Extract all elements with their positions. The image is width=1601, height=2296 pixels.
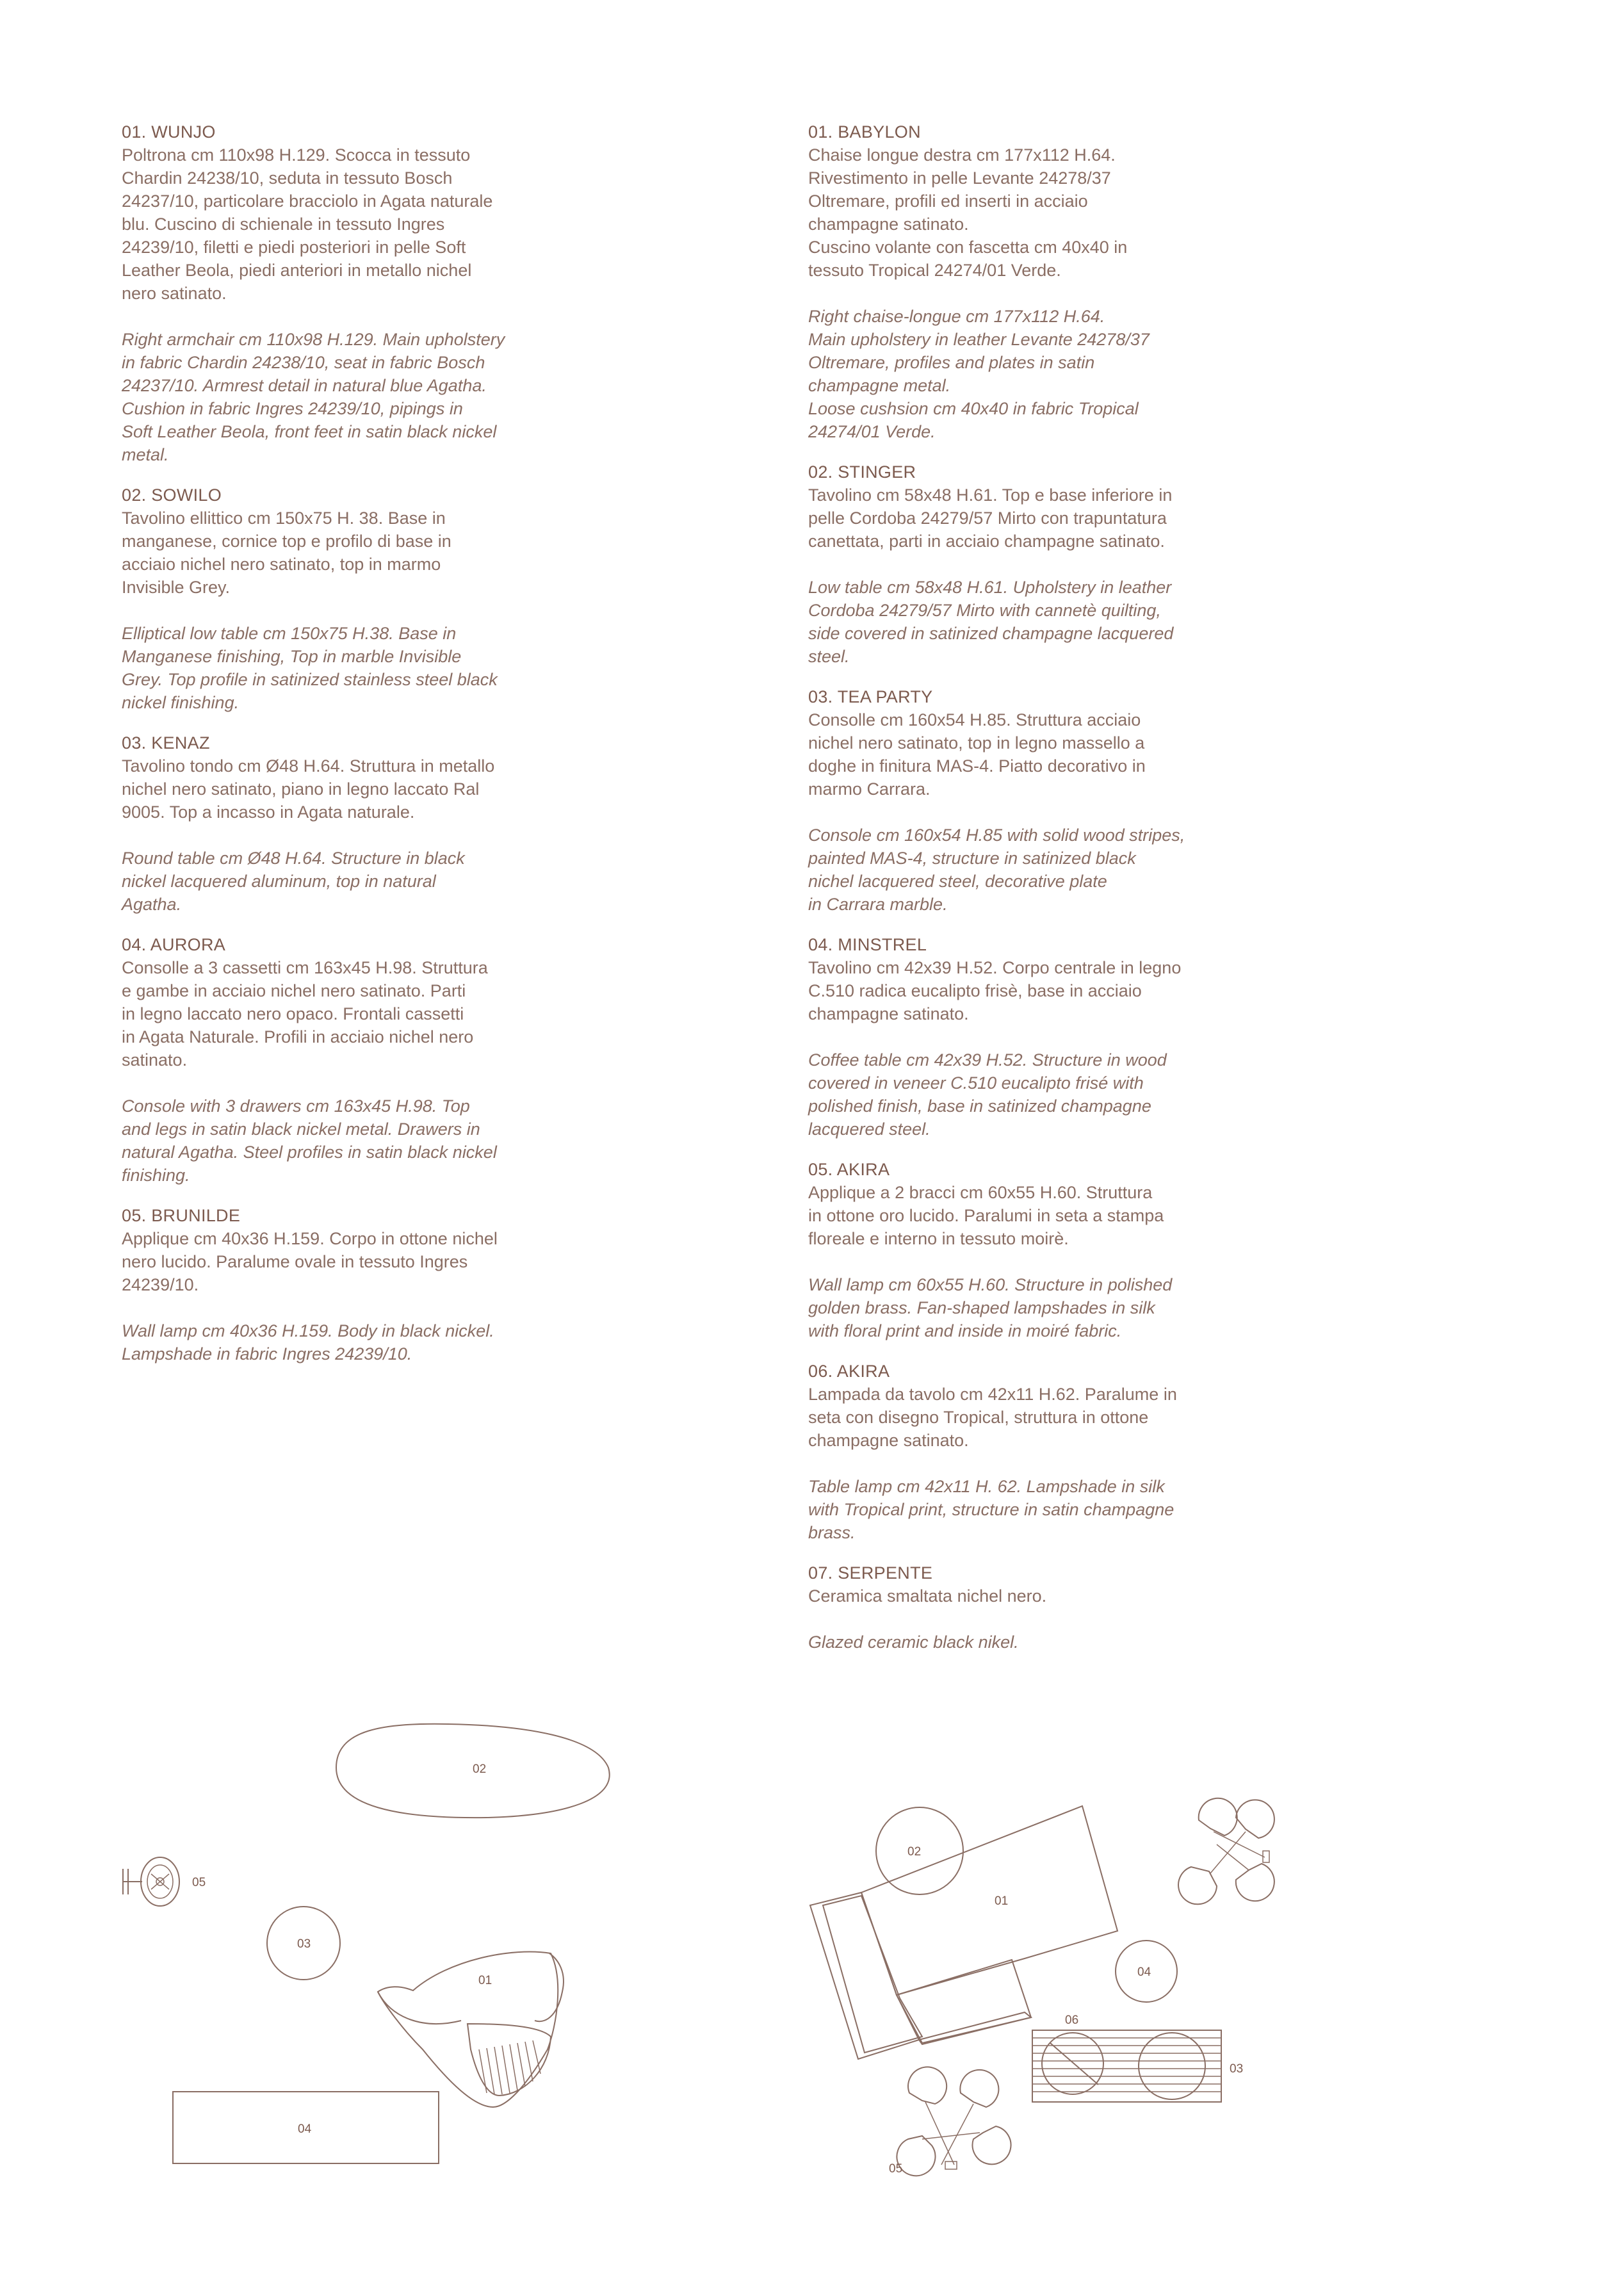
text-line: Tavolino cm 42x39 H.52. Corpo centrale in legno [808,958,1182,977]
product-title: 03. TEA PARTY [808,687,933,706]
text-line: marmo Carrara. [808,779,931,799]
text-line: and legs in satin black nickel metal. Drawers in [122,1120,480,1139]
text-line: Wall lamp cm 40x36 H.159. Body in black nickel. [122,1321,494,1340]
text-line: in legno laccato nero opaco. Frontali cassetti [122,1004,464,1023]
text-line: Cordoba 24279/57 Mirto with cannetè quilting, [808,601,1161,620]
plan-label-03: 03 [1230,2062,1244,2076]
text-line: Console cm 160x54 H.85 with solid wood stripes, [808,826,1185,845]
text-line: Chardin 24238/10, seduta in tessuto Bosch [122,168,453,188]
text-line: Agatha. [122,895,182,914]
product-title: 05. BRUNILDE [122,1206,241,1225]
text-line: Coffee table cm 42x39 H.52. Structure in wood [808,1050,1167,1070]
text-line: Consolle a 3 cassetti cm 163x45 H.98. Struttura [122,958,488,977]
text-line: side covered in satinized champagne lacquered [808,624,1174,643]
text-line: Rivestimento in pelle Levante 24278/37 [808,168,1111,188]
product-title: 06. AKIRA [808,1362,890,1381]
product-title: 05. AKIRA [808,1160,890,1179]
text-line: canettata, parti in acciaio champagne satinato. [808,532,1165,551]
text-line: blu. Cuscino di schienale in tessuto Ingres [122,215,445,234]
text-line: manganese, cornice top e profilo di base in [122,532,451,551]
text-line: 9005. Top a incasso in Agata naturale. [122,802,415,822]
text-line: Cushion in fabric Ingres 24239/10, pipings in [122,399,463,418]
text-line: metal. [122,445,169,464]
text-line: 24239/10, filetti e piedi posteriori in pelle Soft [122,238,466,257]
text-line: pelle Cordoba 24279/57 Mirto con trapuntatura [808,509,1167,528]
text-line: 24239/10. [122,1275,199,1294]
text-line: Round table cm Ø48 H.64. Structure in black [122,849,465,868]
text-line: Oltremare, profili ed inserti in acciaio [808,191,1088,211]
plan-label-04: 04 [298,2122,312,2136]
text-line: nichel nero satinato, piano in legno laccato Ral [122,779,480,799]
text-line: Console with 3 drawers cm 163x45 H.98. Top [122,1096,470,1116]
text-line: e gambe in acciaio nichel nero satinato. Parti [122,981,466,1000]
right-floor-plan [810,1798,1274,2176]
text-line: nero satinato. [122,284,227,303]
text-line: Tavolino cm 58x48 H.61. Top e base inferiore in [808,485,1173,505]
plan-label-04: 04 [1137,1966,1151,1979]
product-title: 02. SOWILO [122,485,222,505]
text-line: Manganese finishing, Top in marble Invisible [122,647,462,666]
text-line: Right armchair cm 110x98 H.129. Main upholstery [122,330,505,349]
product-title: 07. SERPENTE [808,1563,933,1583]
text-line: C.510 radica eucalipto frisè, base in acciaio [808,981,1142,1000]
plan-label-02: 02 [907,1845,922,1859]
text-line: Tavolino ellittico cm 150x75 H. 38. Base in [122,509,446,528]
product-title: 04. MINSTREL [808,935,927,954]
plan-label-06: 06 [1065,2014,1079,2027]
text-line: 24274/01 Verde. [808,422,936,441]
text-line: Tavolino tondo cm Ø48 H.64. Struttura in metallo [122,756,495,776]
text-line: Chaise longue destra cm 177x112 H.64. [808,145,1116,165]
akira-wall-lamp-bottom-icon [897,2067,1011,2176]
text-line: nichel lacquered steel, decorative plate [808,872,1107,891]
text-line: Grey. Top profile in satinized stainless steel black [122,670,498,689]
text-line: Table lamp cm 42x11 H. 62. Lampshade in silk [808,1477,1165,1496]
text-line: in fabric Chardin 24238/10, seat in fabric Bosch [122,353,485,372]
text-line: Elliptical low table cm 150x75 H.38. Base in [122,624,457,643]
text-line: golden brass. Fan-shaped lampshades in silk [808,1298,1155,1317]
plan-label-02: 02 [473,1763,487,1776]
text-line: champagne metal. [808,376,951,395]
wunjo-armchair-icon [378,1951,564,2107]
left-floor-plan [123,1724,610,2163]
plan-label-01: 01 [478,1974,492,1987]
text-line: Wall lamp cm 60x55 H.60. Structure in polished [808,1275,1173,1294]
text-line: champagne satinato. [808,215,969,234]
text-line: Applique cm 40x36 H.159. Corpo in ottone nichel [122,1229,498,1248]
product-title: 01. BABYLON [808,122,921,142]
text-line: brass. [808,1523,856,1542]
text-line: with Tropical print, structure in satin champagne [808,1500,1174,1519]
text-line: seta con disegno Tropical, struttura in ottone [808,1408,1149,1427]
tea-party-console-icon [1032,2030,1221,2102]
text-line: painted MAS-4, structure in satinized black [808,849,1136,868]
text-line: in Agata Naturale. Profili in acciaio nichel nero [122,1027,474,1046]
text-line: Right chaise-longue cm 177x112 H.64. [808,307,1105,326]
text-line: finishing. [122,1166,190,1185]
text-line: doghe in finitura MAS-4. Piatto decorativo in [808,756,1146,776]
text-line: Cuscino volante con fascetta cm 40x40 in [808,238,1128,257]
text-line: Low table cm 58x48 H.61. Upholstery in leather [808,578,1172,597]
text-line: champagne satinato. [808,1431,969,1450]
text-line: acciaio nichel nero satinato, top in marmo [122,555,441,574]
text-line: Leather Beola, piedi anteriori in metallo nichel [122,261,472,280]
plan-label-03: 03 [297,1937,311,1951]
text-line: Glazed ceramic black nikel. [808,1632,1019,1652]
text-line: 24237/10. Armrest detail in natural blue Agatha. [122,376,487,395]
text-line: satinato. [122,1050,188,1070]
text-line: nickel lacquered aluminum, top in natural [122,872,436,891]
text-line: Lampshade in fabric Ingres 24239/10. [122,1344,412,1364]
text-line: Applique a 2 bracci cm 60x55 H.60. Struttura [808,1183,1153,1202]
text-line: with floral print and inside in moiré fabric. [808,1321,1122,1340]
text-line: Main upholstery in leather Levante 24278/37 [808,330,1150,349]
product-title: 04. AURORA [122,935,226,954]
text-line: tessuto Tropical 24274/01 Verde. [808,261,1061,280]
text-line: steel. [808,647,850,666]
text-line: champagne satinato. [808,1004,969,1023]
text-line: polished finish, base in satinized champagne [808,1096,1151,1116]
product-title: 03. KENAZ [122,733,210,753]
product-title: 02. STINGER [808,462,916,482]
text-line: Lampada da tavolo cm 42x11 H.62. Paralume in [808,1385,1177,1404]
text-line: Poltrona cm 110x98 H.129. Scocca in tessuto [122,145,471,165]
text-line: nero lucido. Paralume ovale in tessuto Ingres [122,1252,468,1271]
text-line: nickel finishing. [122,693,240,712]
text-line: nichel nero satinato, top in legno massello a [808,733,1145,753]
brunilde-wall-lamp-icon [123,1857,179,1906]
text-line: in ottone oro lucido. Paralumi in seta a stampa [808,1206,1164,1225]
text-line: Soft Leather Beola, front feet in satin black nickel [122,422,497,441]
text-line: Oltremare, profiles and plates in satin [808,353,1095,372]
text-line: natural Agatha. Steel profiles in satin black nickel [122,1143,497,1162]
text-line: in Carrara marble. [808,895,948,914]
text-line: lacquered steel. [808,1120,931,1139]
plan-label-05: 05 [192,1876,206,1889]
akira-wall-lamp-icon [1178,1798,1274,1904]
plan-label-01: 01 [995,1894,1009,1908]
plan-label-05: 05 [889,2162,903,2176]
text-line: floreale e interno in tessuto moirè. [808,1229,1069,1248]
product-title: 01. WUNJO [122,122,216,142]
text-line: 24237/10, particolare bracciolo in Agata naturale [122,191,493,211]
text-line: Loose cushsion cm 40x40 in fabric Tropical [808,399,1139,418]
text-line: covered in veneer C.510 eucalipto frisé with [808,1073,1144,1093]
text-line: Ceramica smaltata nichel nero. [808,1586,1047,1606]
text-line: Invisible Grey. [122,578,231,597]
text-line: Consolle cm 160x54 H.85. Struttura acciaio [808,710,1141,729]
